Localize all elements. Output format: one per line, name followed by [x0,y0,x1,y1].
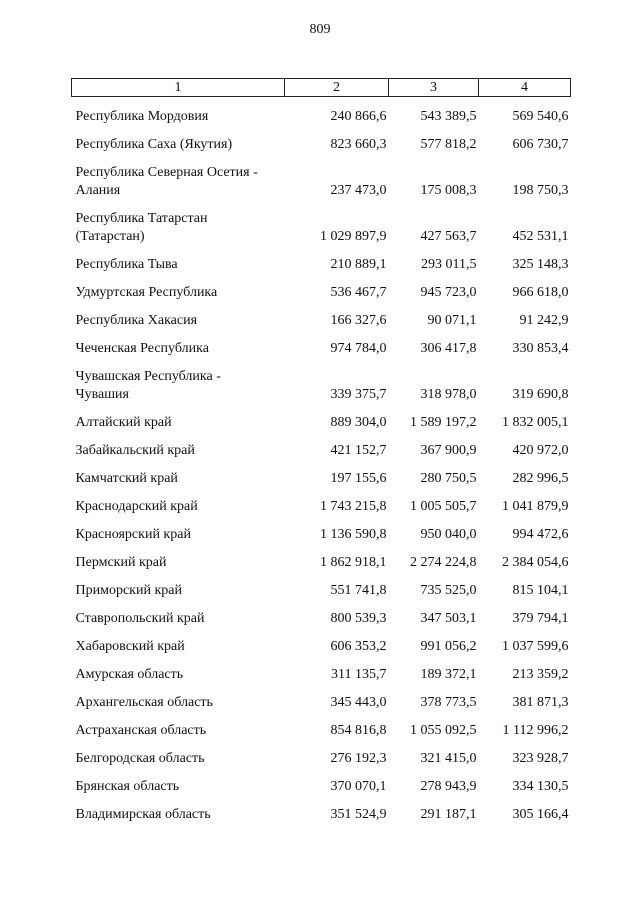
budget-table [71,78,571,824]
region-name-line: Чувашская Республика - [75,369,221,384]
region-name-cell [72,154,285,200]
value-cell-col-3: 347 503,1 [420,611,477,626]
value-cell-col-3: 2 274 224,8 [410,555,477,570]
region-name-line: Республика Хакасия [75,313,198,328]
table-row [72,628,571,656]
value-cell-col-2: 351 524,9 [330,807,387,822]
table-row [72,460,571,488]
table-row [72,712,571,740]
value-cell-col-4: 420 972,0 [512,443,569,458]
region-name-line: Краснодарский край [75,499,198,514]
value-cell-col-2: 606 353,2 [330,639,387,654]
value-cell-col-2: 800 539,3 [330,611,387,626]
table-row [72,432,571,460]
value-cell-col-4: 282 996,5 [512,471,569,486]
region-name-line: Алания [75,183,121,198]
value-cell-col-2: 370 070,1 [330,779,387,794]
table-row [72,516,571,544]
value-cell-col-3: 291 187,1 [420,807,477,822]
value-cell-col-4: 305 166,4 [512,807,569,822]
value-cell-col-2: 1 862 918,1 [320,555,387,570]
table-row [72,544,571,572]
value-cell-col-2: 823 660,3 [330,137,387,152]
value-cell-col-3: 293 011,5 [421,257,477,272]
region-name-line: Красноярский край [75,527,191,542]
region-name-line: Камчатский край [75,471,178,486]
value-cell-col-4: 213 359,2 [512,667,569,682]
region-name-line: Амурская область [75,667,184,682]
value-cell-col-4: 379 794,1 [512,611,569,626]
region-name-line: Республика Тыва [75,257,178,272]
table-row [72,126,571,154]
region-name-cell [72,488,285,516]
table-row [72,274,571,302]
region-name-cell [72,796,285,824]
table-row [72,404,571,432]
header-row [72,79,571,97]
region-name-line: Алтайский край [75,415,172,430]
value-cell-col-2: 237 473,0 [330,183,387,198]
value-cell-col-4: 334 130,5 [512,779,569,794]
value-cell-col-4: 1 112 996,2 [502,723,569,738]
value-cell-col-4: 1 832 005,1 [502,415,569,430]
value-cell-col-3: 367 900,9 [420,443,477,458]
table-row [72,600,571,628]
region-name-line: Владимирская область [75,807,211,822]
table-row [72,740,571,768]
value-cell-col-3: 543 389,5 [420,109,477,124]
table-row [72,684,571,712]
value-cell-col-2: 1 136 590,8 [320,527,387,542]
value-cell-col-3: 278 943,9 [420,779,477,794]
value-cell-col-4: 606 730,7 [512,137,569,152]
region-name-line: Удмуртская Республика [75,285,218,300]
value-cell-col-4: 1 041 879,9 [502,499,569,514]
region-name-line: Белгородская область [75,751,205,766]
value-cell-col-3: 306 417,8 [420,341,477,356]
region-name-cell [72,246,285,274]
region-name-line: Республика Мордовия [75,109,209,124]
region-name-line: Пермский край [75,555,167,570]
value-cell-col-4: 91 242,9 [519,313,569,328]
region-name-cell [72,358,285,404]
region-name-cell [72,126,285,154]
table-row [72,246,571,274]
value-cell-col-3: 735 525,0 [420,583,477,598]
value-cell-col-4: 325 148,3 [512,257,569,272]
value-cell-col-3: 318 978,0 [420,387,477,402]
value-cell-col-2: 166 327,6 [330,313,387,328]
value-cell-col-3: 427 563,7 [420,229,477,244]
table-row [72,656,571,684]
value-cell-col-3: 950 040,0 [420,527,477,542]
value-cell-col-2: 974 784,0 [330,341,387,356]
table-row [72,796,571,824]
region-name-line: Брянская область [75,779,180,794]
value-cell-col-3: 378 773,5 [420,695,477,710]
column-header-3: 3 [389,79,479,97]
region-name-cell [72,330,285,358]
table-row [72,154,571,200]
table-row [72,330,571,358]
value-cell-col-4: 323 928,7 [512,751,569,766]
value-cell-col-3: 991 056,2 [420,639,477,654]
value-cell-col-4: 198 750,3 [512,183,569,198]
value-cell-col-2: 854 816,8 [330,723,387,738]
value-cell-col-2: 197 155,6 [330,471,387,486]
value-cell-col-2: 276 192,3 [330,751,387,766]
column-header-2: 2 [285,79,389,97]
value-cell-col-2: 1 743 215,8 [320,499,387,514]
region-name-cell [72,656,285,684]
value-cell-col-4: 815 104,1 [512,583,569,598]
region-name-cell [72,516,285,544]
value-cell-col-2: 240 866,6 [330,109,387,124]
table-row [72,200,571,246]
region-name-cell [72,712,285,740]
table-header [72,79,571,97]
region-name-line: Республика Саха (Якутия) [75,137,233,152]
region-name-cell [72,572,285,600]
value-cell-col-3: 577 818,2 [420,137,477,152]
region-name-cell [72,628,285,656]
region-name-line: (Татарстан) [75,229,145,244]
column-header-4: 4 [479,79,571,97]
value-cell-col-4: 381 871,3 [512,695,569,710]
table-row [72,302,571,330]
table-row [72,358,571,404]
value-cell-col-2: 421 152,7 [330,443,387,458]
value-cell-col-3: 90 071,1 [427,313,477,328]
value-cell-col-3: 1 589 197,2 [410,415,477,430]
region-name-cell [72,684,285,712]
value-cell-col-4: 330 853,4 [512,341,569,356]
region-name-line: Астраханская область [75,723,207,738]
region-name-line: Республика Татарстан [75,211,208,226]
region-name-line: Чеченская Республика [75,341,209,356]
region-name-cell [72,544,285,572]
table-row [72,488,571,516]
region-name-line: Чувашия [75,387,129,402]
region-name-cell [72,768,285,796]
region-name-cell [72,274,285,302]
value-cell-col-3: 280 750,5 [420,471,477,486]
table-row [72,97,571,127]
value-cell-col-3: 1 055 092,5 [410,723,477,738]
region-name-cell [72,460,285,488]
region-name-cell [72,432,285,460]
value-cell-col-4: 452 531,1 [512,229,569,244]
value-cell-col-2: 311 135,7 [331,667,387,682]
region-name-cell [72,200,285,246]
value-cell-col-2: 339 375,7 [330,387,387,402]
region-name-line: Забайкальский край [75,443,195,458]
value-cell-col-4: 319 690,8 [512,387,569,402]
region-name-cell [72,302,285,330]
value-cell-col-2: 536 467,7 [330,285,387,300]
value-cell-col-3: 189 372,1 [420,667,477,682]
value-cell-col-3: 175 008,3 [420,183,477,198]
table-row [72,768,571,796]
value-cell-col-4: 966 618,0 [512,285,569,300]
region-name-line: Республика Северная Осетия - [75,165,258,180]
region-name-line: Архангельская область [75,695,213,710]
value-cell-col-2: 210 889,1 [330,257,387,272]
region-name-cell [72,404,285,432]
table-row [72,572,571,600]
value-cell-col-2: 889 304,0 [330,415,387,430]
value-cell-col-2: 345 443,0 [330,695,387,710]
region-name-line: Приморский край [75,583,182,598]
value-cell-col-4: 2 384 054,6 [502,555,569,570]
value-cell-col-4: 1 037 599,6 [502,639,569,654]
value-cell-col-3: 945 723,0 [420,285,477,300]
column-header-1: 1 [72,79,285,97]
page-number: 809 [309,22,331,37]
value-cell-col-3: 1 005 505,7 [410,499,477,514]
region-name-line: Ставропольский край [75,611,205,626]
region-name-line: Хабаровский край [75,639,185,654]
region-name-cell [72,97,285,127]
value-cell-col-3: 321 415,0 [420,751,477,766]
region-name-cell [72,600,285,628]
value-cell-col-4: 994 472,6 [512,527,569,542]
value-cell-col-4: 569 540,6 [512,109,569,124]
region-name-cell [72,740,285,768]
table-body [72,97,571,825]
value-cell-col-2: 551 741,8 [330,583,387,598]
value-cell-col-2: 1 029 897,9 [320,229,387,244]
